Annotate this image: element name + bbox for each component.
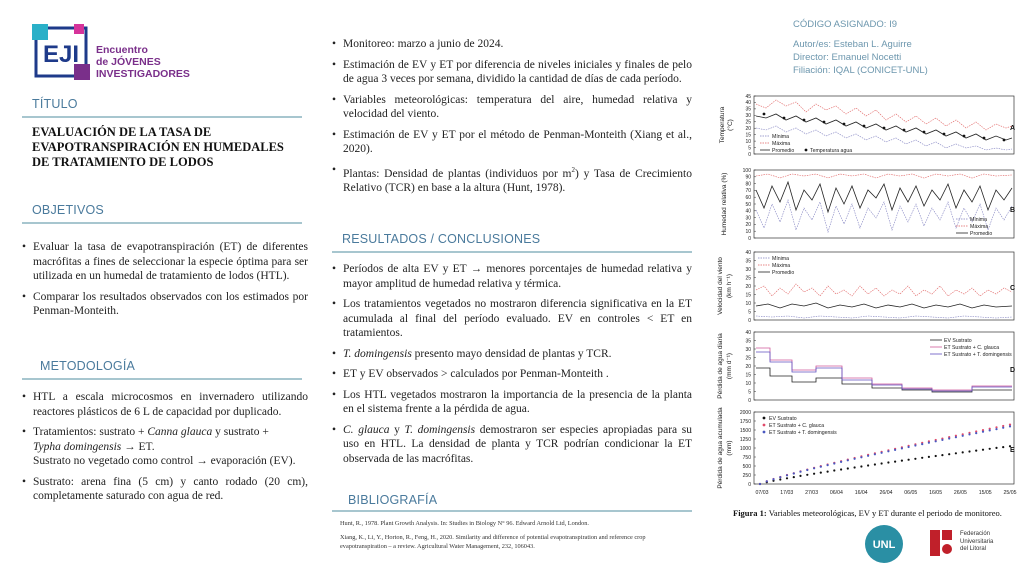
data-point xyxy=(989,448,991,450)
data-point xyxy=(941,439,943,441)
data-point xyxy=(962,435,964,437)
data-point xyxy=(881,452,883,454)
poster-title: EVALUACIÓN DE LA TASA DE EVAPOTRANSPIRACIÓN EN HUMEDALES DE TRATAMIENTO DE LODOS xyxy=(32,125,284,169)
list-item: • ET y EV observados > calculados por Penman-Monteith . xyxy=(332,367,692,382)
list-item: • Estimación de EV y ET por el método de Penman-Monteith (Xiang et al., 2020). xyxy=(332,128,692,157)
x-tick-labels xyxy=(756,490,1017,496)
federation-line-1: Federación xyxy=(960,531,991,537)
y-tick-label: 30 xyxy=(745,113,751,120)
section-heading-titulo: TÍTULO xyxy=(32,97,78,111)
section-heading-objetivos: OBJETIVOS xyxy=(32,203,104,217)
y-tick-label: 30 xyxy=(745,215,751,222)
data-point xyxy=(847,467,849,469)
data-point xyxy=(894,461,896,463)
y-tick-label: 5 xyxy=(748,389,751,396)
axis-label-wind-2: (km h⁻¹) xyxy=(726,273,733,299)
y-tick-label: 60 xyxy=(745,195,751,201)
section-rule xyxy=(332,510,692,512)
legend-entry: Mínima xyxy=(970,217,988,223)
y-tick-label: 90 xyxy=(745,174,751,181)
section-rule xyxy=(22,222,302,224)
data-point xyxy=(813,467,815,469)
eji-logo-mark xyxy=(30,22,92,82)
director: Director: Emanuel Nocetti xyxy=(793,52,902,63)
axis-label-wind-1: Velocidad del viento xyxy=(717,257,724,315)
data-point xyxy=(786,477,788,479)
data-point xyxy=(793,472,795,474)
y-tick-label: 35 xyxy=(745,258,751,265)
y-tick-label: 500 xyxy=(742,463,751,470)
y-tick-label: 35 xyxy=(745,106,751,113)
data-point xyxy=(887,461,889,463)
y-tick-label: 0 xyxy=(748,397,751,404)
axis-label-daily-1: Pérdida de agua diaria xyxy=(717,333,724,399)
panel-d xyxy=(717,330,1015,404)
list-item: • Evaluar la tasa de evapotranspiración (ET) de diferentes macrófitas a fines de seleccionar la especie óptima para ser utilizada en un humedal de tratamiento de lodos (HTL). xyxy=(22,240,308,284)
metodologia-list-cont xyxy=(332,37,692,201)
list-item: • Períodos de alta EV y ET → menores porcentajes de humedad relativa y mayor amplitud de humedad relativa y térmica. xyxy=(332,262,692,291)
panel-frame xyxy=(754,252,1014,320)
section-rule xyxy=(22,116,302,118)
y-tick-label: 40 xyxy=(745,249,751,256)
list-item: • Tratamientos: sustrato + Canna glauca y sustrato + Typha domingensis → ET. Sustrato no vegetado como control → evaporación (EV). xyxy=(22,425,308,469)
data-point xyxy=(793,476,795,478)
legend-entry: Máxima xyxy=(772,141,791,147)
y-tick-label: 30 xyxy=(745,266,751,273)
data-point xyxy=(833,469,835,471)
data-point xyxy=(982,449,984,451)
objetivos-list xyxy=(22,240,308,325)
figure-1 xyxy=(712,90,1018,502)
tick-labels xyxy=(745,250,756,324)
legend-d xyxy=(930,338,1012,358)
legend-entry: Temperatura agua xyxy=(810,148,853,154)
data-point xyxy=(901,460,903,462)
data-point xyxy=(941,454,943,456)
section-heading-bibliografia: BIBLIOGRAFÍA xyxy=(348,493,438,507)
y-tick-label: 1750 xyxy=(739,418,751,425)
panel-a xyxy=(719,94,1015,158)
data-point xyxy=(908,446,910,448)
data-point xyxy=(928,456,930,458)
list-item: • Los HTL vegetados mostraron la importancia de la presencia de la planta en el sistema frente a la pérdida de agua. xyxy=(332,388,692,417)
data-point xyxy=(928,442,930,444)
y-tick-label: 15 xyxy=(745,372,751,379)
x-tick-label: 26/05 xyxy=(953,490,967,496)
data-point xyxy=(820,466,822,468)
y-tick-label: 5 xyxy=(748,309,751,316)
data-point xyxy=(860,456,862,458)
y-tick-label: 0 xyxy=(748,317,751,324)
legend-entry: ET Sustrato + T. domingensis xyxy=(769,430,837,436)
axis-label-daily-2: (mm d⁻¹) xyxy=(726,352,733,380)
y-tick-label: 40 xyxy=(745,329,751,336)
data-point xyxy=(1002,446,1004,448)
list-item: • Estimación de EV y ET por diferencia de niveles iniciales y finales de pelo de agua 3 veces por semana, dividido la cantidad de días de cada período. xyxy=(332,58,692,87)
x-tick-label: 27/03 xyxy=(805,490,819,496)
y-tick-label: 20 xyxy=(745,222,751,229)
data-point xyxy=(799,471,801,473)
y-tick-label: 20 xyxy=(745,363,751,370)
author: Autor/es: Esteban L. Aguirre xyxy=(793,39,912,50)
x-tick-label: 15/05 xyxy=(978,490,992,496)
y-tick-label: 5 xyxy=(748,145,751,152)
section-heading-resultados: RESULTADOS / CONCLUSIONES xyxy=(342,232,541,246)
assigned-code: CÓDIGO ASIGNADO: I9 xyxy=(793,19,897,30)
data-point xyxy=(827,464,829,466)
data-point xyxy=(975,450,977,452)
panel-letter: A xyxy=(1010,125,1016,132)
data-point xyxy=(995,428,997,430)
figure-caption: Figura 1: Variables meteorológicas, EV y ET durante el periodo de monitoreo. xyxy=(733,508,1002,518)
x-tick-label: 06/05 xyxy=(904,490,918,496)
legend-entry: EV Sustrato xyxy=(769,416,797,422)
data-point xyxy=(867,464,869,466)
y-tick-label: 250 xyxy=(742,472,751,479)
y-tick-label: 10 xyxy=(745,380,751,387)
tick-labels xyxy=(745,94,756,158)
data-point xyxy=(935,440,937,442)
tick-labels xyxy=(740,410,756,488)
legend-entry: Promedio xyxy=(772,270,795,276)
legend-entry: ET Sustrato + T. domingensis xyxy=(944,352,1012,358)
data-point xyxy=(854,458,856,460)
data-point xyxy=(1002,427,1004,429)
y-tick-label: 25 xyxy=(745,355,751,362)
axis-label-temp-2: (°C) xyxy=(727,119,734,131)
data-point xyxy=(840,461,842,463)
y-tick-label: 40 xyxy=(745,100,751,107)
logo-letters: EJI xyxy=(42,41,80,68)
data-point xyxy=(894,449,896,451)
federation-line-3: del Litoral xyxy=(960,546,987,552)
data-point xyxy=(921,457,923,459)
data-point xyxy=(854,466,856,468)
y-tick-label: 25 xyxy=(745,275,751,282)
data-point xyxy=(901,447,903,449)
data-point xyxy=(772,478,774,480)
y-tick-label: 10 xyxy=(745,138,751,145)
data-point xyxy=(995,447,997,449)
data-point xyxy=(806,474,808,476)
data-point xyxy=(881,462,883,464)
data-point xyxy=(874,453,876,455)
data-point xyxy=(786,474,788,476)
data-point xyxy=(982,431,984,433)
data-point xyxy=(935,455,937,457)
y-tick-label: 1250 xyxy=(739,436,751,443)
legend-entry: Máxima xyxy=(772,263,791,269)
data-point xyxy=(806,469,808,471)
section-rule xyxy=(22,378,302,380)
y-tick-label: 30 xyxy=(745,346,751,353)
data-point xyxy=(860,465,862,467)
y-tick-label: 0 xyxy=(748,151,751,158)
list-item: • Monitoreo: marzo a junio de 2024. xyxy=(332,37,692,52)
data-point xyxy=(962,451,964,453)
logo-line-1: Encuentro xyxy=(96,44,148,56)
panel-c xyxy=(717,250,1015,324)
logo-wordmark xyxy=(96,44,190,80)
y-tick-label: 45 xyxy=(745,93,751,100)
x-tick-label: 07/03 xyxy=(755,490,769,496)
y-tick-label: 1500 xyxy=(739,427,751,434)
legend-a xyxy=(760,134,852,154)
legend-b xyxy=(956,217,992,237)
y-tick-label: 70 xyxy=(745,188,751,195)
unl-logo xyxy=(864,524,904,564)
event-logo xyxy=(30,22,200,82)
data-point xyxy=(955,436,957,438)
list-item: • Sustrato: arena fina (5 cm) y canto rodado (20 cm), completamente saturado con agua de red. xyxy=(22,475,308,504)
legend-e xyxy=(763,416,838,436)
panel-letter: D xyxy=(1010,367,1016,374)
unl-text: UNL xyxy=(872,539,896,551)
y-tick-label: 0 xyxy=(748,235,751,242)
x-tick-label: 25/05 xyxy=(1003,490,1017,496)
data-point xyxy=(948,437,950,439)
section-heading-metodologia: METODOLOGÍA xyxy=(40,359,136,373)
data-point xyxy=(813,473,815,475)
list-item: • Plantas: Densidad de plantas (individuos por $m^2$) y Tasa de Crecimiento Relativo (TCR) en base a la altura (Hunt, 1978). xyxy=(332,163,692,196)
section-rule xyxy=(332,251,692,253)
legend-entry: Mínima xyxy=(772,134,790,140)
list-item: • C. glauca y T. domingensis demostraron ser especies apropiadas para su uso en HTL. La densidad de planta y TCR podrían condicionar la ET observada de las macrófitas. xyxy=(332,423,692,467)
panel-letter: E xyxy=(1010,447,1015,454)
legend-c xyxy=(758,256,794,276)
logo-line-3: INVESTIGADORES xyxy=(96,68,190,80)
y-tick-label: 20 xyxy=(745,126,751,133)
y-tick-label: 15 xyxy=(745,292,751,299)
x-tick-label: 06/04 xyxy=(829,490,843,496)
data-point xyxy=(833,462,835,464)
y-tick-label: 35 xyxy=(745,338,751,345)
federation-line-2: Universitaria xyxy=(960,538,994,545)
data-point xyxy=(820,472,822,474)
y-tick-label: 10 xyxy=(745,300,751,307)
axis-label-cum-2: (mm) xyxy=(726,440,733,456)
y-tick-label: 2000 xyxy=(739,409,751,416)
y-tick-label: 20 xyxy=(745,283,751,290)
x-tick-label: 16/05 xyxy=(929,490,943,496)
x-tick-label: 26/04 xyxy=(879,490,893,496)
reference-1: Hunt, R., 1978. Plant Growth Analysis. In: Studies in Biology N° 96. Edward Arnold Ltd, London. xyxy=(340,520,589,527)
y-tick-label: 80 xyxy=(745,181,751,188)
federation-logo-mark xyxy=(926,526,956,560)
data-point xyxy=(975,432,977,434)
federation-logo-text xyxy=(960,531,993,554)
data-point xyxy=(968,433,970,435)
y-tick-label: 40 xyxy=(745,208,751,215)
legend-entry: Máxima xyxy=(970,224,989,230)
data-point xyxy=(799,475,801,477)
data-point xyxy=(948,453,950,455)
x-tick-label: 17/03 xyxy=(780,490,794,496)
legend-entry: EV Sustrato xyxy=(944,338,972,344)
data-point xyxy=(867,455,869,457)
tick-labels xyxy=(745,330,756,404)
legend-entry: Promedio xyxy=(772,148,795,154)
y-tick-label: 0 xyxy=(748,481,751,488)
legend-entry: Mínima xyxy=(772,256,790,262)
resultados-list xyxy=(332,262,692,472)
list-item: • Comparar los resultados observados con los estimados por Penman-Monteith. xyxy=(22,290,308,319)
list-item: • HTL a escala microcosmos en invernadero utilizando reactores plásticos de 6 L de capacidad por duplicado. xyxy=(22,390,308,419)
affiliation: Filiación: IQAL (CONICET-UNL) xyxy=(793,65,928,76)
data-point xyxy=(914,458,916,460)
legend-entry: ET Sustrato + C. glauca xyxy=(769,423,825,429)
y-tick-label: 100 xyxy=(742,167,751,174)
data-point xyxy=(989,429,991,431)
y-tick-label: 25 xyxy=(745,119,751,126)
axis-label-hr: Humedad relativa (%) xyxy=(721,172,728,236)
data-point xyxy=(759,483,761,485)
data-point xyxy=(914,444,916,446)
metodologia-list xyxy=(22,390,308,510)
data-point xyxy=(921,443,923,445)
y-tick-label: 15 xyxy=(745,132,751,139)
data-point xyxy=(874,463,876,465)
y-tick-label: 50 xyxy=(745,201,751,208)
legend-entry: ET Sustrato + C. glauca xyxy=(944,345,1000,351)
logo-line-2: de JÓVENES xyxy=(96,56,161,68)
data-point xyxy=(968,450,970,452)
panel-e xyxy=(717,407,1017,496)
legend-entry: Promedio xyxy=(970,231,993,237)
data-point xyxy=(1009,425,1011,427)
x-tick-label: 16/04 xyxy=(854,490,868,496)
list-item: • Variables meteorológicas: temperatura del aire, humedad relativa y velocidad del viento. xyxy=(332,93,692,122)
data-point xyxy=(779,476,781,478)
axis-label-cum-1: Pérdida de agua acumulada xyxy=(717,407,724,489)
panel-frame xyxy=(754,96,1014,154)
list-item: • T. domingensis presento mayo densidad de plantas y TCR. xyxy=(332,347,692,362)
data-point xyxy=(847,459,849,461)
data-point xyxy=(955,452,957,454)
list-item: • Los tratamientos vegetados no mostraron diferencia significativa en la ET acumulada al final del período evaluado. EV en controles < ET en tratamientos. xyxy=(332,297,692,341)
data-point xyxy=(779,478,781,480)
y-tick-label: 750 xyxy=(742,454,751,461)
data-point xyxy=(908,459,910,461)
y-tick-label: 10 xyxy=(745,229,751,235)
panel-b xyxy=(721,168,1015,242)
y-tick-label: 1000 xyxy=(739,445,751,452)
reference-2: Xiang, K., Li, Y., Horton, R., Feng, H., 2020. Similarity and difference of potential evapotranspiration and reference crop evapotranspiration – a review. Agricultural Water Management, 232, 106043. xyxy=(340,534,646,550)
data-point xyxy=(887,450,889,452)
panel-letter: C xyxy=(1010,285,1016,292)
data-point xyxy=(766,480,768,482)
data-point xyxy=(840,468,842,470)
axis-label-temp-1: Temperatura xyxy=(719,106,726,144)
data-point xyxy=(827,471,829,473)
panel-letter: B xyxy=(1010,207,1016,214)
